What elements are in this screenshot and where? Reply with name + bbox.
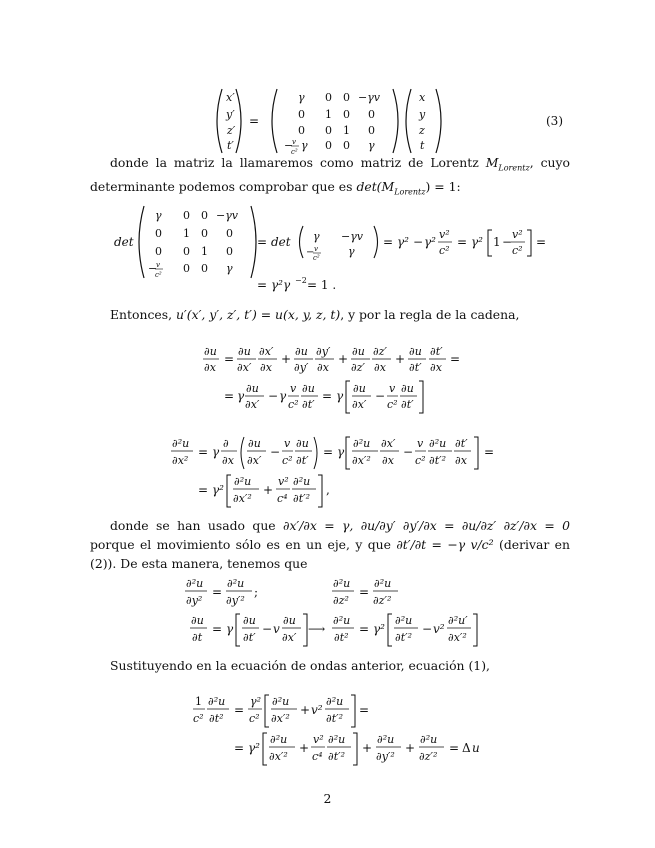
svg-text:0: 0: [183, 262, 190, 275]
svg-text:∂²u: ∂²u: [326, 695, 344, 708]
svg-text:∂²u: ∂²u: [395, 614, 413, 627]
svg-text:∂u: ∂u: [353, 382, 366, 395]
svg-text:=: =: [536, 235, 547, 249]
svg-text:1: 1: [343, 124, 350, 137]
svg-text:=: =: [257, 278, 268, 292]
svg-text:0: 0: [183, 209, 190, 222]
svg-text:∂u: ∂u: [238, 345, 251, 358]
svg-text:∂²u: ∂²u: [374, 577, 392, 590]
svg-text:=: =: [224, 389, 235, 403]
svg-text:∂t′: ∂t′: [401, 398, 414, 411]
svg-text:∂t²: ∂t²: [334, 631, 349, 644]
svg-text:∂²u: ∂²u: [420, 733, 438, 746]
svg-text:0: 0: [155, 227, 162, 240]
svg-text:∂x′: ∂x′: [237, 361, 252, 374]
svg-text:∂t²: ∂t²: [209, 712, 224, 725]
svg-text:∂x: ∂x: [204, 361, 216, 374]
determinant-equation: [0, 200, 655, 300]
svg-text:+: +: [300, 703, 311, 717]
svg-text:0: 0: [226, 227, 233, 240]
svg-text:γ²: γ²: [373, 622, 385, 636]
svg-text:∂u: ∂u: [295, 345, 308, 358]
svg-text:1: 1: [183, 227, 190, 240]
svg-text:c²: c²: [291, 148, 298, 156]
svg-text:x: x: [419, 91, 426, 104]
svg-text:v²: v²: [313, 733, 324, 746]
svg-text:0: 0: [201, 227, 208, 240]
svg-text:−γv: −γv: [216, 209, 239, 222]
lorentz-matrix-equation: [0, 85, 655, 157]
d2u-dx2-equation: [0, 435, 655, 511]
svg-text:0: 0: [298, 108, 305, 121]
svg-text:∂x: ∂x: [222, 454, 234, 467]
svg-text:γ²: γ²: [397, 235, 409, 249]
equation-number: (3): [546, 114, 563, 128]
svg-text:1: 1: [201, 245, 208, 258]
svg-text:1: 1: [325, 108, 332, 121]
svg-text:∂z′: ∂z′: [351, 361, 365, 374]
svg-text:−: −: [413, 235, 424, 249]
svg-text:−: −: [306, 247, 315, 258]
svg-text:γ: γ: [298, 91, 305, 104]
svg-text:∂u: ∂u: [296, 437, 309, 450]
svg-text:∂y′: ∂y′: [316, 345, 331, 358]
svg-text:0: 0: [183, 245, 190, 258]
svg-text:=: =: [224, 352, 235, 366]
svg-text:v: v: [314, 245, 318, 253]
svg-text:c²: c²: [415, 454, 426, 467]
svg-text:c⁴: c⁴: [312, 750, 323, 763]
svg-text:∂: ∂: [223, 437, 229, 450]
svg-text:−: −: [502, 235, 513, 249]
svg-text:∂x: ∂x: [260, 361, 272, 374]
svg-text:∂²u: ∂²u: [377, 733, 395, 746]
svg-text:0: 0: [226, 245, 233, 258]
svg-text:0: 0: [325, 139, 332, 152]
svg-text:0: 0: [325, 124, 332, 137]
svg-text:−: −: [148, 262, 158, 275]
svg-text:1: 1: [195, 695, 202, 708]
svg-text:−: −: [268, 389, 279, 403]
svg-text:γ: γ: [301, 139, 308, 152]
svg-text:c²: c²: [387, 398, 398, 411]
svg-text:∂y²: ∂y²: [186, 594, 203, 607]
svg-text:γ²: γ²: [424, 235, 436, 249]
svg-text:γ²γ: γ²γ: [271, 278, 291, 292]
svg-text:z: z: [419, 124, 425, 137]
svg-text:c²: c²: [193, 712, 204, 725]
svg-text:∂u: ∂u: [352, 345, 365, 358]
svg-text:c²: c²: [155, 271, 162, 279]
svg-text:∂²u: ∂²u: [234, 475, 252, 488]
du-dx-equation: [0, 343, 655, 415]
svg-text:=: =: [323, 445, 334, 459]
svg-text:c²: c²: [249, 712, 260, 725]
svg-text:v²: v²: [311, 703, 323, 717]
svg-text:c⁴: c⁴: [277, 492, 288, 505]
svg-text:=: =: [359, 585, 370, 599]
svg-text:∂x′²: ∂x′²: [448, 631, 467, 644]
svg-text:∂x′²: ∂x′²: [352, 454, 371, 467]
svg-text:∂²u: ∂²u: [272, 695, 290, 708]
svg-text:γ²: γ²: [471, 235, 483, 249]
svg-text:0: 0: [343, 108, 350, 121]
svg-text:−2: −2: [295, 276, 307, 285]
svg-text:γ: γ: [336, 389, 344, 403]
svg-text:+: +: [362, 741, 373, 755]
paragraph-derivation-notes: donde se han usado que ∂x′/∂x = γ, ∂u/∂y′ ∂y′/∂x = ∂u/∂z′ ∂z′/∂x = 0 porque el movimiento sólo es en un eje, y que ∂t′/∂t = −γ v/c² (derivar en (2)). De esta manera, tenemos que: [90, 518, 570, 571]
svg-text:∂t′: ∂t′: [296, 454, 309, 467]
svg-text:∂x²: ∂x²: [172, 454, 189, 467]
svg-text:∂x′: ∂x′: [259, 345, 274, 358]
svg-text:∂x′: ∂x′: [352, 398, 367, 411]
svg-text:∂²u: ∂²u: [353, 437, 371, 450]
svg-text:∂t′: ∂t′: [302, 398, 315, 411]
svg-text:0: 0: [155, 245, 162, 258]
svg-text:γ: γ: [348, 245, 355, 258]
svg-text:∂z′²: ∂z′²: [373, 594, 392, 607]
svg-text:∂z′: ∂z′: [373, 345, 387, 358]
svg-text:−: −: [403, 445, 414, 459]
svg-text:∂²u: ∂²u: [208, 695, 226, 708]
svg-text:γ: γ: [313, 230, 320, 243]
svg-text:0: 0: [368, 108, 375, 121]
svg-text:∂²u: ∂²u: [270, 733, 288, 746]
svg-text:∂x′²: ∂x′²: [269, 750, 288, 763]
svg-text:0: 0: [325, 91, 332, 104]
svg-text:v: v: [290, 382, 297, 395]
svg-text:v²: v²: [439, 228, 450, 241]
svg-text:γ: γ: [155, 209, 162, 222]
svg-text:=: =: [450, 352, 461, 366]
svg-text:γ: γ: [279, 389, 287, 403]
svg-text:=: =: [234, 741, 245, 755]
svg-text:γ: γ: [337, 445, 345, 459]
svg-text:∂t′²: ∂t′²: [395, 631, 413, 644]
svg-text:c²: c²: [439, 244, 450, 257]
svg-text:∂t′²: ∂t′²: [293, 492, 311, 505]
svg-text:+: +: [395, 352, 406, 366]
svg-text:y′: y′: [226, 108, 235, 121]
svg-text:∂t′²: ∂t′²: [429, 454, 447, 467]
svg-text:Δ: Δ: [462, 741, 471, 755]
svg-text:−: −: [375, 389, 386, 403]
svg-text:v: v: [284, 437, 291, 450]
svg-text:+: +: [299, 741, 310, 755]
svg-text:−: −: [270, 445, 281, 459]
svg-text:γ²: γ²: [250, 695, 261, 708]
svg-text:t′: t′: [227, 139, 234, 152]
svg-text:∂u: ∂u: [409, 345, 422, 358]
svg-text:∂x: ∂x: [430, 361, 442, 374]
svg-text:γ: γ: [226, 262, 233, 275]
svg-text:∂y′²: ∂y′²: [376, 750, 395, 763]
svg-text:0: 0: [201, 262, 208, 275]
svg-text:−γv: −γv: [341, 230, 364, 243]
paragraph-lorentz-matrix: donde la matriz la llamaremos como matriz de Lorentz $M_{Lorentz}$, cuyo determinante podemos comprobar que es $\det(M_{Lorentz}) = 1$:: [90, 155, 570, 197]
svg-text:=: =: [383, 235, 394, 249]
svg-text:∂²u: ∂²u: [227, 577, 245, 590]
svg-text:v: v: [292, 138, 296, 146]
svg-text:v²: v²: [433, 622, 445, 636]
svg-text:∂t′²: ∂t′²: [328, 750, 346, 763]
svg-text:∂²u′: ∂²u′: [448, 614, 468, 627]
svg-text:⟶: ⟶: [308, 622, 326, 636]
svg-text:x′: x′: [226, 91, 235, 104]
svg-text:∂²u: ∂²u: [333, 577, 351, 590]
svg-text:=: =: [359, 622, 370, 636]
svg-text:=: =: [249, 114, 260, 128]
svg-text:∂u: ∂u: [243, 614, 256, 627]
svg-text:∂t′: ∂t′: [409, 361, 422, 374]
partial-derivatives-equations: [0, 575, 655, 651]
svg-text:0: 0: [201, 209, 208, 222]
svg-text:−: −: [262, 622, 273, 636]
wave-equation: [0, 693, 655, 769]
svg-text:∂t′: ∂t′: [430, 345, 443, 358]
svg-text:−: −: [422, 622, 433, 636]
svg-text:∂u: ∂u: [204, 345, 217, 358]
svg-text:+: +: [281, 352, 292, 366]
svg-text:= 1 .: = 1 .: [307, 278, 337, 292]
svg-text:∂t: ∂t: [192, 631, 203, 644]
svg-text:=: =: [449, 741, 460, 755]
svg-text:∂y′²: ∂y′²: [226, 594, 245, 607]
page-number: 2: [323, 791, 332, 806]
svg-text:∂²u: ∂²u: [429, 437, 447, 450]
svg-text:∂z′²: ∂z′²: [419, 750, 438, 763]
svg-text:∂x: ∂x: [382, 454, 394, 467]
svg-text:=: =: [212, 585, 223, 599]
svg-text:∂x′: ∂x′: [247, 454, 262, 467]
svg-text:∂²u: ∂²u: [293, 475, 311, 488]
svg-text:−γv: −γv: [358, 91, 381, 104]
svg-text:c²: c²: [313, 254, 320, 262]
svg-text:∂u: ∂u: [283, 614, 296, 627]
svg-text:∂x: ∂x: [374, 361, 386, 374]
svg-text:∂x′²: ∂x′²: [233, 492, 252, 505]
svg-text:0: 0: [298, 124, 305, 137]
svg-text:c²: c²: [288, 398, 299, 411]
svg-text:u: u: [472, 741, 480, 755]
svg-text:v: v: [417, 437, 424, 450]
svg-text:=: =: [198, 483, 209, 497]
paragraph-substitution: Sustituyendo en la ecuación de ondas anterior, ecuación (1),: [110, 658, 490, 673]
svg-text:v²: v²: [512, 228, 523, 241]
svg-text:∂²u: ∂²u: [328, 733, 346, 746]
svg-text:t: t: [420, 139, 425, 152]
svg-text:∂x′: ∂x′: [245, 398, 260, 411]
svg-text:+: +: [405, 741, 416, 755]
svg-text:,: ,: [326, 483, 330, 497]
svg-text:∂u: ∂u: [246, 382, 259, 395]
svg-text:∂t′: ∂t′: [243, 631, 256, 644]
svg-text:v²: v²: [278, 475, 289, 488]
svg-text:∂²u: ∂²u: [186, 577, 204, 590]
svg-text:z′: z′: [227, 124, 236, 137]
svg-text:γ: γ: [237, 389, 245, 403]
svg-text:=: =: [359, 703, 370, 717]
svg-text:det: det: [271, 235, 291, 249]
svg-text:∂x′: ∂x′: [282, 631, 297, 644]
svg-text:0: 0: [343, 91, 350, 104]
svg-text:∂u: ∂u: [191, 614, 204, 627]
svg-text:v: v: [156, 261, 160, 269]
svg-text:γ: γ: [212, 445, 220, 459]
svg-text:v: v: [389, 382, 396, 395]
svg-text:v: v: [273, 622, 280, 636]
svg-text:1: 1: [493, 235, 501, 249]
svg-text:∂x′: ∂x′: [381, 437, 396, 450]
svg-text:∂z²: ∂z²: [333, 594, 349, 607]
svg-text:=: =: [212, 622, 223, 636]
svg-text:=: =: [257, 235, 268, 249]
svg-text:c²: c²: [512, 244, 523, 257]
svg-text:+: +: [263, 483, 274, 497]
svg-text:∂²u: ∂²u: [172, 437, 190, 450]
svg-text:∂y′: ∂y′: [294, 361, 309, 374]
svg-text:0: 0: [343, 139, 350, 152]
svg-text:∂x′²: ∂x′²: [271, 712, 290, 725]
svg-text:y: y: [419, 108, 426, 121]
svg-text:γ²: γ²: [212, 483, 224, 497]
svg-text:∂t′²: ∂t′²: [326, 712, 344, 725]
svg-text:−: −: [284, 139, 294, 152]
svg-text:+: +: [338, 352, 349, 366]
paragraph-chain-rule: Entonces, u′(x′, y′, z′, t′) = u(x, y, z, t), y por la regla de la cadena,: [110, 307, 520, 322]
svg-text:∂x: ∂x: [455, 454, 467, 467]
svg-text:=: =: [322, 389, 333, 403]
svg-text:∂u: ∂u: [401, 382, 414, 395]
svg-text:γ²: γ²: [248, 741, 260, 755]
svg-text:det: det: [114, 235, 134, 249]
svg-text:∂u: ∂u: [248, 437, 261, 450]
svg-text:;: ;: [254, 585, 259, 599]
svg-text:γ: γ: [226, 622, 234, 636]
svg-text:γ: γ: [368, 139, 375, 152]
svg-text:∂²u: ∂²u: [333, 614, 351, 627]
svg-text:=: =: [457, 235, 468, 249]
svg-text:=: =: [484, 445, 495, 459]
svg-text:=: =: [234, 703, 245, 717]
svg-text:∂u: ∂u: [302, 382, 315, 395]
svg-text:0: 0: [368, 124, 375, 137]
svg-text:c²: c²: [282, 454, 293, 467]
svg-text:=: =: [198, 445, 209, 459]
svg-text:∂t′: ∂t′: [455, 437, 468, 450]
svg-text:∂x: ∂x: [317, 361, 329, 374]
